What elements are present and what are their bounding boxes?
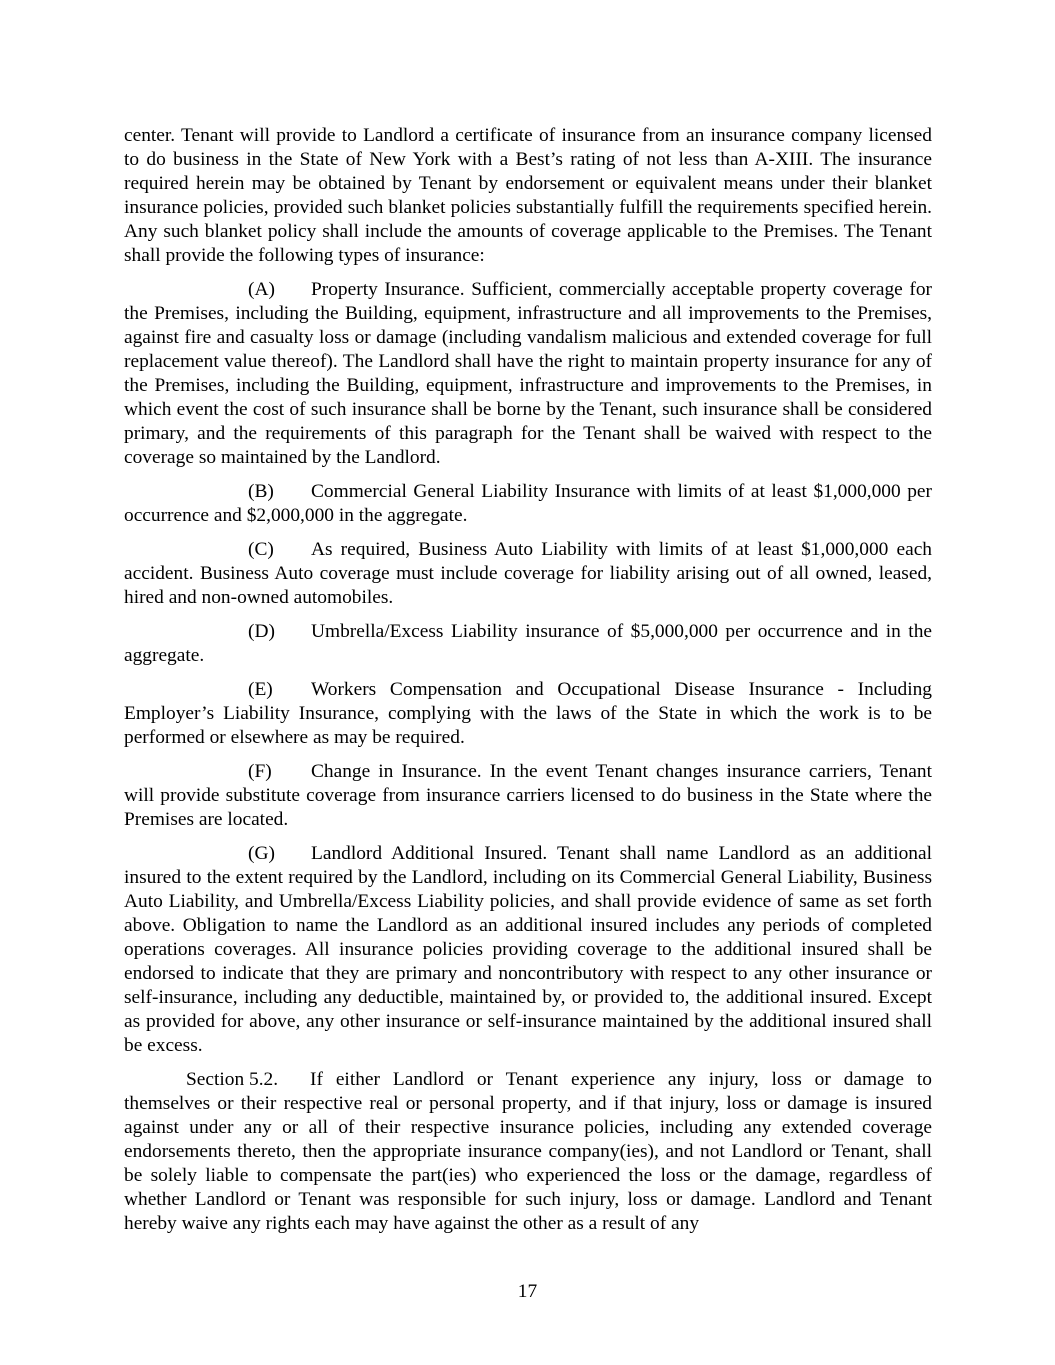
item-label: (A) — [248, 279, 275, 300]
item-text: As required, Business Auto Liability with limits of at least $1,000,000 each accident. Business Auto coverage must include coverage for liability arising out of all owned, leased, hired and non-owned automobiles. — [124, 539, 932, 608]
item-label: (G) — [248, 843, 275, 864]
item-text: Landlord Additional Insured. Tenant shall name Landlord as an additional insured to the extent required by the Landlord, including on its Commercial General Liability, Business Auto Liability, and Umbrella/Excess Liability policies, and shall provide evidence of same as set forth above. Obligation to name the Landlord as an additional insured includes any periods of completed operations coverages. All insurance policies providing coverage to the additional insured shall be endorsed to indicate that they are primary and noncontributory with respect to any other insurance or self-insurance, including any deductible, maintained by, or provided to, the additional insured. Except as provided for above, any other insurance or self-insurance maintained by the additional insured shall be excess. — [124, 843, 932, 1056]
item-text: Property Insurance. Sufficient, commercially acceptable property coverage for the Premises, including the Building, equipment, infrastructure and all improvements to the Premises, against fire and casualty loss or damage (including vandalism malicious and extended coverage for full replacement value thereof). The Landlord shall have the right to maintain property insurance for any of the Premises, including the Building, equipment, infrastructure and improvements to the Premises, in which event the cost of such insurance shall be borne by the Tenant, such insurance shall be considered primary, and the requirements of this paragraph for the Tenant shall be waived with respect to the coverage so maintained by the Landlord. — [124, 279, 932, 468]
insurance-item-d — [124, 620, 932, 668]
section-5-2-paragraph — [124, 1068, 932, 1236]
page-number: 17 — [517, 1281, 538, 1302]
document-body — [124, 124, 932, 1246]
insurance-item-e — [124, 678, 932, 750]
section-label: Section 5.2. — [186, 1069, 279, 1090]
item-text: Change in Insurance. In the event Tenant changes insurance carriers, Tenant will provide substitute coverage from insurance carriers licensed to do business in the State where the Premises are located. — [124, 761, 932, 830]
intro-paragraph: center. Tenant will provide to Landlord a certificate of insurance from an insurance company licensed to do business in the State of New York with a Best’s rating of not less than A-XIII. The insurance required herein may be obtained by Tenant by endorsement or equivalent means under their blanket insurance policies, provided such blanket policies substantially fulfill the requirements specified herein. Any such blanket policy shall include the amounts of coverage applicable to the Premises. The Tenant shall provide the following types of insurance: — [124, 125, 932, 266]
item-label: (D) — [248, 621, 275, 642]
insurance-item-f — [124, 760, 932, 832]
item-text: Commercial General Liability Insurance with limits of at least $1,000,000 per occurrence and $2,000,000 in the aggregate. — [124, 481, 932, 526]
item-label: (C) — [248, 539, 274, 560]
item-text: Workers Compensation and Occupational Disease Insurance - Including Employer’s Liability Insurance, complying with the laws of the State in which the work is to be performed or elsewhere as may be required. — [124, 679, 932, 748]
insurance-item-g — [124, 842, 932, 1058]
section-text: If either Landlord or Tenant experience any injury, loss or damage to themselves or their respective real or personal property, and if that injury, loss or damage is insured against under any or all of their respective insurance policies, including any extended coverage endorsements thereto, then the appropriate insurance company(ies), and not Landlord or Tenant, shall be solely liable to compensate the part(ies) who experienced the loss or the damage, regardless of whether Landlord or Tenant was responsible for such injury, loss or damage. Landlord and Tenant hereby waive any rights each may have against the other as a result of any — [124, 1069, 932, 1234]
item-label: (E) — [248, 679, 273, 700]
insurance-item-c — [124, 538, 932, 610]
item-label: (F) — [248, 761, 272, 782]
item-text: Umbrella/Excess Liability insurance of $5,000,000 per occurrence and in the aggregate. — [124, 621, 932, 666]
insurance-item-a — [124, 278, 932, 470]
item-label: (B) — [248, 481, 274, 502]
insurance-item-b — [124, 480, 932, 528]
